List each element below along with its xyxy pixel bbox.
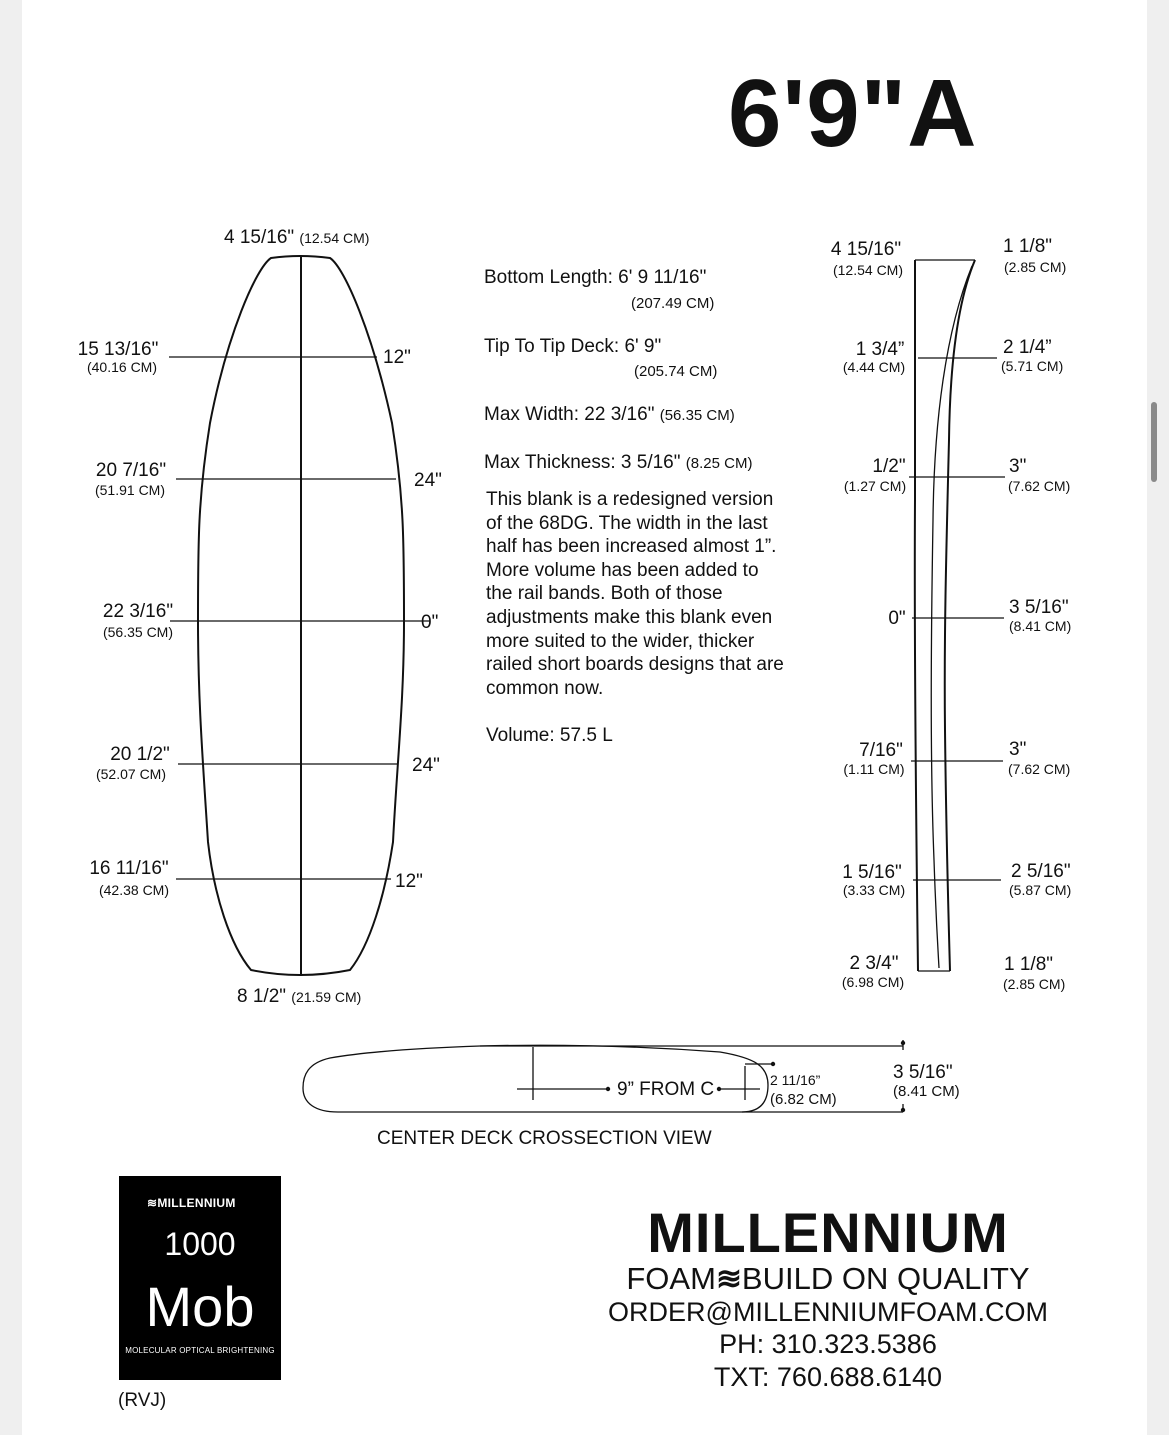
station-offset: 24" — [414, 470, 442, 491]
badge-caption: MOLECULAR OPTICAL BRIGHTENING — [125, 1346, 275, 1355]
brand-tagline: FOAM≋BUILD ON QUALITY — [626, 1261, 1030, 1296]
max-thickness: Max Thickness: 3 5/16" (8.25 CM) — [484, 452, 753, 473]
station-offset: 12" — [383, 347, 411, 368]
brand-name: MILLENNIUM — [647, 1201, 1009, 1264]
dim-dot — [901, 1041, 905, 1045]
station-offset: 0" — [421, 612, 439, 633]
profile-right-value: 3" — [1009, 456, 1027, 477]
profile-right-cm: (2.85 CM) — [1004, 259, 1067, 275]
max-width: Max Width: 22 3/16" (56.35 CM) — [484, 404, 735, 425]
profile-left-value: 7/16" — [859, 740, 903, 761]
crossection-caption: CENTER DECK CROSSECTION VIEW — [377, 1128, 712, 1149]
rail-cm: (6.82 CM) — [770, 1091, 837, 1108]
badge-name: Mob — [145, 1275, 255, 1338]
profile-left-value: 1/2" — [872, 456, 906, 477]
profile-right-value: 1 1/8" — [1003, 236, 1053, 257]
badge-brand: ≋MILLENNIUM — [147, 1196, 236, 1210]
station-width-cm: (56.35 CM) — [102, 624, 174, 640]
station-width: 16 11/16" — [89, 858, 169, 879]
mob-badge — [119, 1176, 281, 1380]
text-number: TXT: 760.688.6140 — [713, 1362, 943, 1393]
profile-right-cm: (5.71 CM) — [1001, 358, 1064, 374]
profile-left-value: 1 5/16" — [842, 862, 902, 883]
station-width-cm: (42.38 CM) — [98, 882, 170, 898]
model-title: 6'9"A — [728, 60, 978, 167]
station-width: 22 3/16" — [102, 601, 174, 622]
station-width: 20 1/2" — [110, 744, 170, 765]
profile-left-cm: (6.98 CM) — [841, 974, 905, 990]
station-width-cm: (40.16 CM) — [86, 359, 158, 375]
station-width-cm: (51.91 CM) — [94, 482, 166, 498]
profile-right-value: 2 5/16" — [1011, 861, 1071, 882]
bottom-length-cm: (207.49 CM) — [631, 295, 715, 312]
tip-to-tip-cm: (205.74 CM) — [634, 363, 718, 380]
dim-dot — [606, 1087, 610, 1091]
crossection-thickness-cm: (8.41 CM) — [893, 1083, 960, 1100]
station-width-cm: (52.07 CM) — [95, 766, 167, 782]
dim-dot — [901, 1108, 905, 1112]
profile-left-cm: (1.11 CM) — [843, 761, 905, 777]
profile-left-cm: (4.44 CM) — [842, 359, 906, 375]
tip-to-tip: Tip To Tip Deck: 6' 9" — [484, 336, 662, 357]
station-width: 20 7/16" — [95, 460, 167, 481]
dim-dot — [717, 1087, 721, 1091]
profile-right-cm: (7.62 CM) — [1008, 761, 1071, 777]
volume: Volume: 57.5 L — [486, 725, 613, 746]
nose-width: 4 15/16" (12.54 CM) — [224, 227, 370, 248]
station-offset: 24" — [412, 755, 440, 776]
wave-logo-icon: ≋ — [147, 1196, 158, 1210]
order-email: ORDER@MILLENNIUMFOAM.COM — [608, 1296, 1048, 1327]
profile-bottom-curve — [915, 260, 918, 971]
brand-block — [600, 1201, 1056, 1394]
station-offset: 12" — [395, 871, 423, 892]
wave-logo-icon: ≋ — [715, 1261, 742, 1296]
tail-width: 8 1/2" (21.59 CM) — [237, 986, 362, 1007]
profile-left-value: 4 15/16" — [830, 239, 902, 260]
dim-dot — [771, 1062, 775, 1066]
profile-right-cm: (8.41 CM) — [1009, 618, 1072, 634]
rail-value: 2 11/16” — [770, 1072, 821, 1088]
profile-right-value: 1 1/8" — [1004, 954, 1054, 975]
profile-right-value: 3" — [1009, 739, 1027, 760]
profile-right-value: 3 5/16" — [1009, 597, 1069, 618]
rvj-label: (RVJ) — [118, 1390, 167, 1411]
profile-right-value: 2 1/4” — [1003, 337, 1052, 358]
profile-right-cm: (2.85 CM) — [1003, 976, 1066, 992]
profile-right-cm: (7.62 CM) — [1008, 478, 1071, 494]
profile-right-cm: (5.87 CM) — [1009, 882, 1072, 898]
phone-number: PH: 310.323.5386 — [719, 1329, 937, 1360]
bottom-length: Bottom Length: 6' 9 11/16" — [484, 267, 707, 288]
from-center-label: 9” FROM C — [617, 1079, 715, 1100]
profile-left-cm: (3.33 CM) — [842, 882, 906, 898]
profile-left-cm: (1.27 CM) — [843, 478, 907, 494]
station-width: 15 13/16" — [77, 339, 159, 360]
profile-left-value: 1 3/4” — [855, 339, 905, 360]
profile-left-value: 0" — [888, 608, 906, 629]
badge-number: 1000 — [164, 1226, 236, 1262]
crossection-thickness-value: 3 5/16" — [893, 1062, 953, 1083]
profile-left-cm: (12.54 CM) — [832, 262, 904, 278]
profile-left-value: 2 3/4" — [849, 953, 899, 974]
blank-description: This blank is a redesigned version of the 68DG. The width in the last half has been increased almost 1”. More volume has been added to the rail bands. Both of those adjustments make this blank even more suited to the wider, thicker railed short boards designs that are common now. — [486, 489, 784, 699]
profile-deck-curve — [945, 260, 975, 971]
